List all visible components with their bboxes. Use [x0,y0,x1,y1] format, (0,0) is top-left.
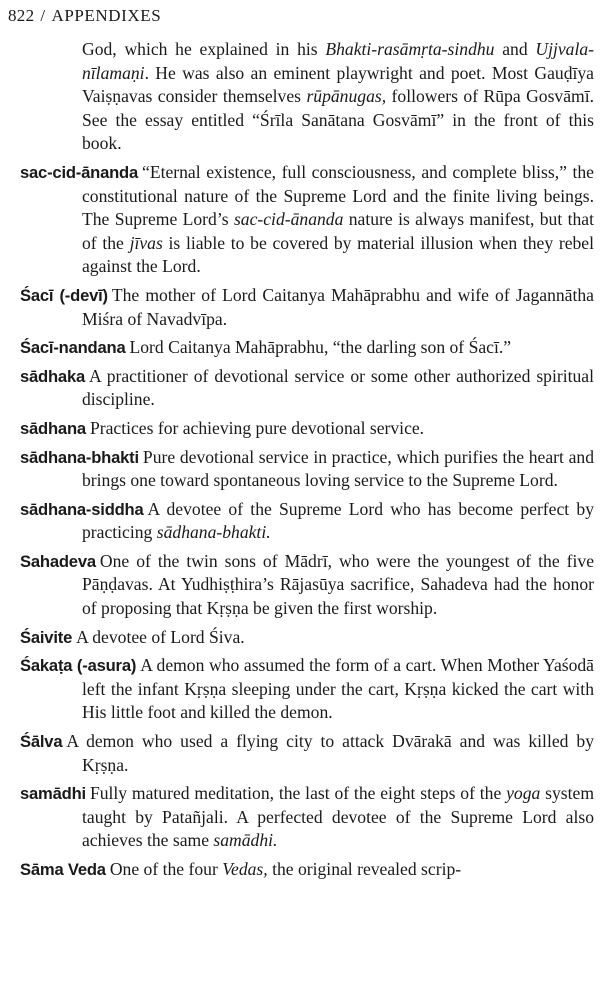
definition-text: “Eternal existence, full consciousness, and complete bliss,” the constitutional nature of the Supreme Lord and the finite living beings. The Supreme Lord’s [82,161,594,230]
definition-italic-text: rūpānugas, [306,86,387,107]
definition-text: A devotee of Lord Śiva. [76,626,245,647]
running-head-separator: / [40,6,46,25]
glossary-term: Śaivite [20,627,73,647]
glossary-term: sac-cid-ānanda [20,162,139,182]
glossary-term: Sahadeva [20,551,96,571]
definition-text: nature is always manifest, but that of the [82,209,594,253]
glossary-term: Śacī (-devī) [20,285,108,305]
page-number: 822 [8,6,35,25]
running-head [8,6,161,26]
definition-text: Fully matured meditation, the last of the eight steps of the [89,783,507,804]
definition-text: is liable to be covered by material illusion when they rebel against the Lord. [82,232,594,277]
definition-text: The mother of Lord Caitanya Mahāprabhu and wife of Jagannātha Miśra of Navadvīpa. [82,284,594,329]
glossary-list [20,38,594,887]
definition-italic-text: Bhakti-rasāmṛta-sindhu [325,39,495,59]
glossary-term: sādhana-bhakti [20,447,139,467]
definition-italic-text: sac-cid-ānanda [233,209,344,230]
glossary-entry [20,550,594,621]
glossary-entry [20,284,594,331]
glossary-entry [20,858,594,882]
definition-text: Pure devotional service in practice, which purifies the heart and brings one toward spontaneous loving service to the Supreme Lord. [82,446,594,491]
definition-italic-text: Vedas, [222,859,268,879]
glossary-entry [20,336,594,360]
glossary-term: samādhi [20,784,86,804]
definition-text: A demon who assumed the form of a cart. When Mother Yaśodā left the infant Kṛṣṇa sleeping under the cart, Kṛṣṇa kicked the cart with His little foot and killed the demon. [82,655,594,723]
glossary-term: Sāma Veda [20,860,106,879]
glossary-entry [20,161,594,279]
definition-text: system taught by Patañjali. A perfected devotee of the Supreme Lord also achieves the same [82,783,594,851]
definition-text: One of the four [109,859,223,879]
glossary-entry [20,446,594,493]
definition-italic-text: jīvas [129,232,163,253]
definition-italic-text: Ujjvala-nīlamaṇi [82,39,594,83]
glossary-entry [20,626,594,650]
section-title: APPENDIXES [51,6,162,25]
definition-text: the original revealed scrip- [267,859,462,879]
glossary-term: Śakaṭa (-asura) [20,656,137,676]
glossary-entry-continued [20,38,594,156]
glossary-entry [20,365,594,412]
glossary-term: sādhana [20,418,86,438]
definition-text: followers of Rūpa Gosvāmī. See the essay entitled “Śrīla Sanātana Gosvāmī” in the front of this book. [82,86,594,154]
glossary-entry [20,782,594,853]
glossary-term: sādhana-siddha [20,499,144,519]
definition-text: Lord Caitanya Mahāprabhu, “the darling son of Śacī.” [129,337,512,358]
definition-text: Practices for achieving pure devotional service. [89,417,425,438]
definition-text: God, which he explained in his [82,39,326,59]
glossary-entry [20,417,594,441]
glossary-term: Śālva [20,732,63,752]
definition-italic-text: yoga [506,783,541,804]
definition-text: and [494,39,536,59]
glossary-entry [20,654,594,725]
definition-text: A devotee of the Supreme Lord who has become perfect by practicing [82,498,594,543]
definition-italic-text: samādhi. [213,830,278,851]
glossary-entry [20,498,594,545]
glossary-term: Śacī-nandana [20,338,126,358]
definition-italic-text: sādhana-bhakti. [156,522,271,543]
definition-text: . He was also an eminent playwright and poet. Most Gauḍīya Vaiṣṇavas consider themselves [82,62,594,107]
definition-text: A demon who used a flying city to attack Dvārakā and was killed by Kṛṣṇa. [66,731,594,775]
glossary-term: sādhaka [20,366,86,386]
glossary-entry [20,730,594,777]
definition-text: One of the twin sons of Mādrī, who were the youngest of the five Pāṇḍavas. At Yudhiṣṭhira’s Rājasūya sacrifice, Sahadeva had the honor of proposing that Kṛṣṇa be given the first worship. [82,550,594,619]
definition-text: A practitioner of devotional service or some other authorized spiritual discipline. [82,365,594,410]
